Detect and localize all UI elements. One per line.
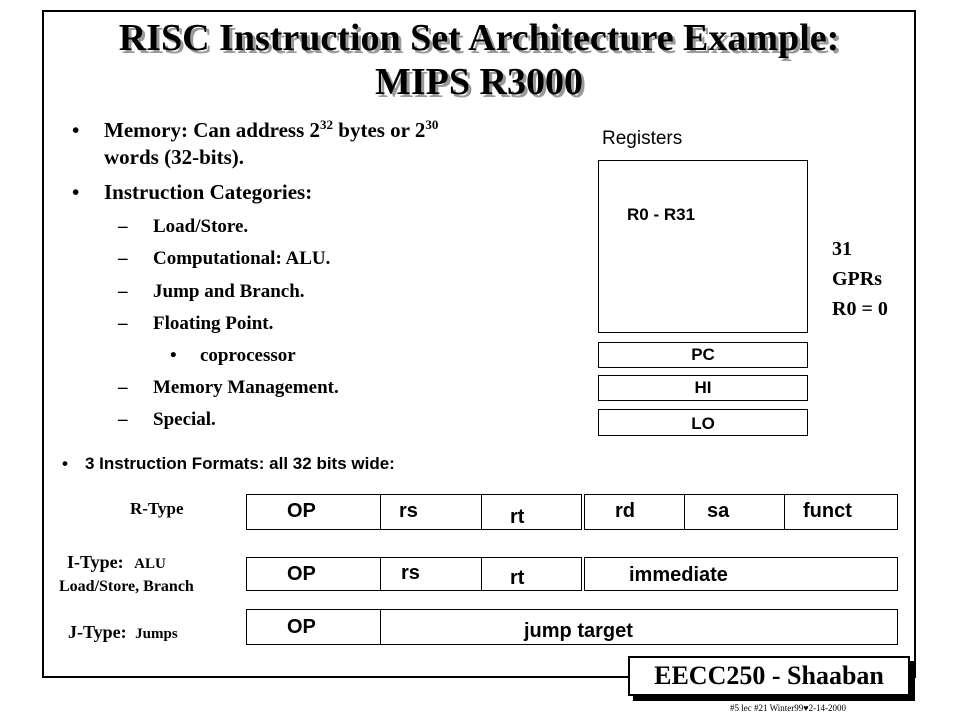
memory-line-2: words (32-bits). (104, 145, 244, 169)
dash: – (118, 377, 128, 398)
field-label: rt (510, 506, 525, 528)
field-label: OP (287, 616, 316, 638)
field-label: OP (287, 563, 316, 585)
bullet-dot: • (72, 118, 80, 142)
rtype-op-field (246, 494, 381, 530)
gpr-note-2: GPRs (832, 268, 882, 290)
jtype-label-b: Jumps (135, 626, 178, 642)
field-label: OP (287, 500, 316, 522)
hi-register (598, 375, 808, 401)
memory-text-b: bytes or 2 (333, 118, 426, 142)
lo-register (598, 409, 808, 436)
slide-title (42, 16, 916, 104)
memory-exp2: 30 (425, 117, 439, 132)
title-line-1: RISC Instruction Set Architecture Example: (118, 17, 840, 59)
rtype-rt-field (481, 494, 582, 530)
memory-text-a: Memory: Can address 2 (104, 118, 321, 142)
pc-label: PC (691, 345, 715, 364)
sub-item: Special. (153, 409, 216, 430)
rtype-rd-field (584, 494, 685, 530)
itype-rt-field (481, 557, 582, 591)
memory-exp1: 32 (320, 117, 334, 132)
gpr-note-1: 31 (832, 238, 852, 260)
gpr-note (832, 234, 888, 324)
dash: – (118, 313, 128, 334)
sub-item: Jump and Branch. (153, 281, 305, 302)
dash: – (118, 409, 128, 430)
title-line-2: MIPS R3000 (375, 61, 583, 103)
itype-label-a: I-Type: (67, 552, 124, 572)
itype-op-field (246, 557, 381, 591)
memory-bullet (104, 117, 438, 143)
sub-sub-item: coprocessor (200, 345, 296, 366)
rtype-label: R-Type (130, 499, 184, 518)
field-label: rt (510, 567, 525, 589)
sub-item: Floating Point. (153, 313, 274, 334)
rtype-funct-field (784, 494, 898, 530)
itype-label-2: Load/Store, Branch (59, 578, 194, 595)
footer-text-a: #5 lec #21 Winter99 (730, 703, 804, 713)
slide-footer (730, 703, 846, 713)
dash: – (118, 248, 128, 269)
jtype-op-field (246, 609, 381, 645)
jtype-label (68, 622, 178, 643)
itype-immediate-field (584, 557, 898, 591)
field-label: rd (615, 500, 635, 522)
field-label: sa (707, 500, 730, 522)
lo-label: LO (691, 414, 715, 433)
itype-label (67, 552, 166, 573)
categories-bullet: Instruction Categories: (104, 180, 313, 204)
gpr-note-3: R0 = 0 (832, 298, 888, 320)
rtype-rs-field (380, 494, 482, 530)
sub-item: Load/Store. (153, 216, 249, 237)
jtype-target-field (380, 609, 898, 645)
bullet-dot: • (72, 180, 80, 204)
field-label: funct (803, 500, 852, 522)
jtype-label-a: J-Type: (68, 622, 127, 642)
bullet-dot: • (170, 345, 177, 366)
field-label: rs (399, 500, 418, 522)
field-label: jump target (524, 620, 633, 642)
heart-icon: ♥ (803, 703, 809, 713)
itype-label-b: ALU (134, 556, 166, 572)
sub-item: Memory Management. (153, 377, 339, 398)
field-label: rs (401, 562, 420, 584)
formats-heading: 3 Instruction Formats: all 32 bits wide: (85, 454, 395, 473)
course-badge: EECC250 - Shaaban (628, 656, 910, 696)
pc-register (598, 342, 808, 368)
itype-rs-field (380, 557, 482, 591)
gpr-label: R0 - R31 (627, 205, 696, 224)
gpr-box (598, 160, 808, 333)
dash: – (118, 216, 128, 237)
dash: – (118, 281, 128, 302)
bullet-dot: • (62, 454, 68, 473)
sub-item: Computational: ALU. (153, 248, 331, 269)
rtype-sa-field (684, 494, 785, 530)
hi-label: HI (694, 378, 712, 397)
footer-text-b: 2-14-2000 (808, 703, 847, 713)
registers-label: Registers (602, 128, 683, 149)
field-label: immediate (629, 564, 728, 586)
